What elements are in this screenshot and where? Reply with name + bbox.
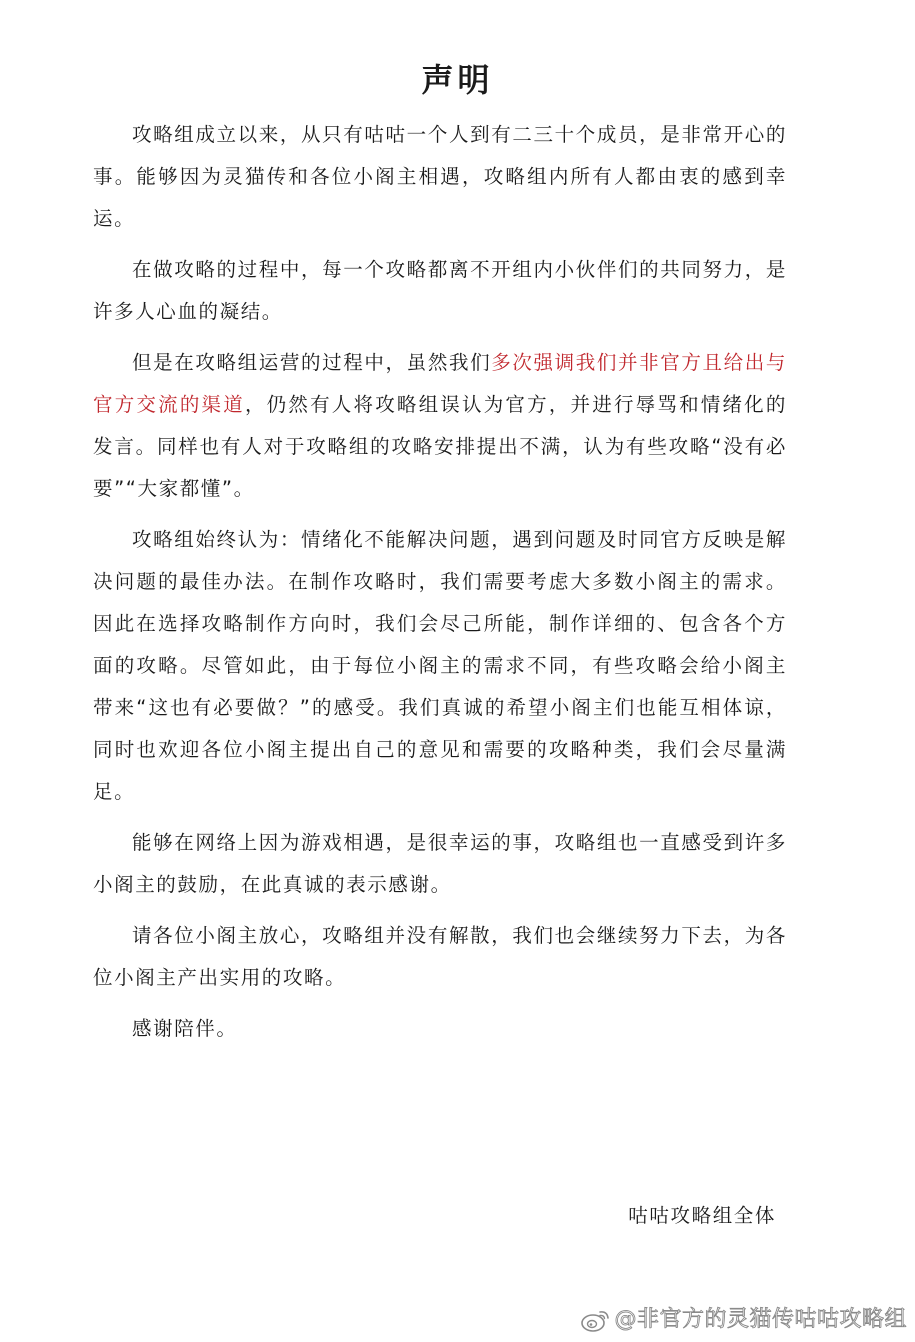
paragraph-4: 攻略组始终认为：情绪化不能解决问题，遇到问题及时同官方反映是解决问题的最佳办法。在制作攻略时，我们需要考虑大多数小阁主的需求。因此在选择攻略制作方向时，我们会尽己所能，制作详细的、包含各个方面的攻略。尽管如此，由于每位小阁主的需求不同，有些攻略会给小阁主带来“这也有必要做？”的感受。我们真诚的希望小阁主们也能互相体谅，同时也欢迎各位小阁主提出自己的意见和需要的攻略种类，我们会尽量满足。 xyxy=(93,528,787,803)
paragraph-1: 攻略组成立以来，从只有咕咕一个人到有二三十个成员，是非常开心的事。能够因为灵猫传和各位小阁主相遇，攻略组内所有人都由衷的感到幸运。 xyxy=(93,123,787,230)
signature: 咕咕攻略组全体 xyxy=(628,1204,776,1227)
watermark-text: @非官方的灵猫传咕咕攻略组 xyxy=(614,1307,907,1332)
paragraph-5: 能够在网络上因为游戏相遇，是很幸运的事，攻略组也一直感受到许多小阁主的鼓励，在此真诚的表示感谢。 xyxy=(93,831,787,896)
weibo-icon xyxy=(580,1307,610,1333)
paragraph-3-start: 但是在攻略组运营的过程中，虽然我们 xyxy=(132,351,492,374)
paragraph-3 xyxy=(93,342,787,510)
paragraph-2: 在做攻略的过程中，每一个攻略都离不开组内小伙伴们的共同努力，是许多人心血的凝结。 xyxy=(93,258,787,323)
highlighted-text: 多次强调我们并非官方且给出与官方交流的渠道 xyxy=(93,351,788,416)
page-title: 声明 xyxy=(421,61,494,99)
weibo-watermark xyxy=(580,1305,907,1335)
paragraph-6: 请各位小阁主放心，攻略组并没有解散，我们也会继续努力下去，为各位小阁主产出实用的攻略。 xyxy=(93,924,787,989)
statement-body xyxy=(93,114,787,1059)
paragraph-3-end: ，仍然有人将攻略组误认为官方，并进行辱骂和情绪化的发言。同样也有人对于攻略组的攻略安排提出不满，认为有些攻略“没有必要”“大家都懂”。 xyxy=(93,393,787,500)
paragraph-7: 感谢陪伴。 xyxy=(132,1017,238,1040)
